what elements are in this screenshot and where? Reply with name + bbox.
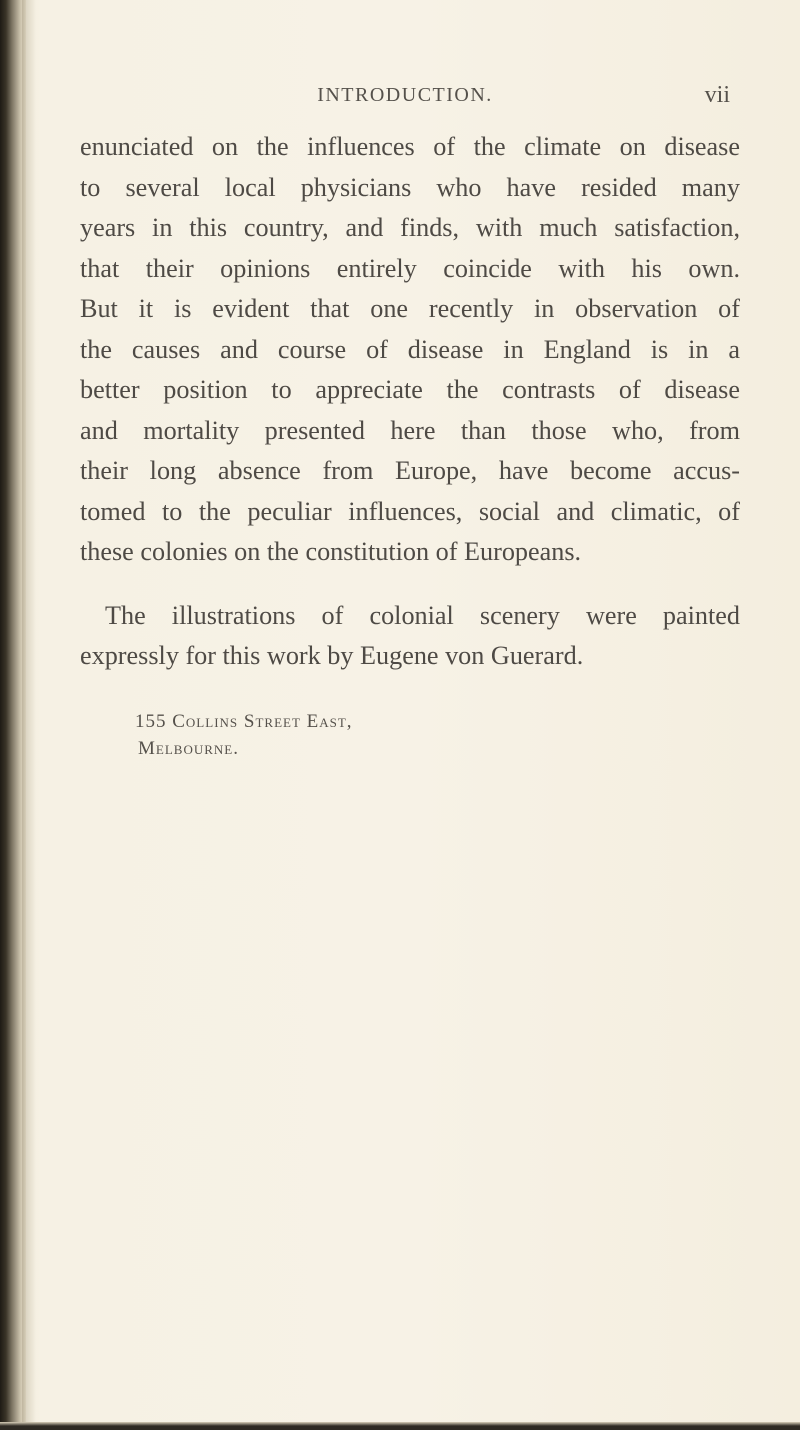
paragraph-gap — [80, 573, 740, 596]
address-city: Melbourne. — [138, 738, 239, 759]
text-line: the causes and course of disease in England is in a — [80, 334, 740, 364]
text-line: their long absence from Europe, have become accus- — [80, 456, 740, 485]
text-line: But it is evident that one recently in observation of — [80, 294, 740, 323]
running-head — [80, 82, 730, 112]
page-number: vii — [704, 82, 730, 108]
text-line: and mortality presented here than those who, from — [80, 415, 740, 445]
page-bottom-edge — [0, 1422, 800, 1430]
text-line: better position to appreciate the contrasts of disease — [80, 375, 740, 404]
text-line: expressly for this work by Eugene von Guerard. — [80, 641, 584, 670]
body-text — [80, 127, 740, 677]
text-line: tomed to the peculiar influences, social and climatic, of — [80, 496, 740, 526]
text-line: enunciated on the influences of the climate on disease — [80, 132, 740, 161]
text-line: that their opinions entirely coincide with his own. — [80, 253, 740, 283]
text-line: The illustrations of colonial scenery were painted — [105, 600, 740, 630]
address-block — [135, 708, 353, 762]
text-line: these colonies on the constitution of Europeans. — [80, 537, 582, 566]
running-title: INTRODUCTION. — [317, 84, 493, 106]
text-line: to several local physicians who have resided many — [80, 172, 740, 202]
text-line: years in this country, and finds, with much satisfaction, — [80, 213, 740, 242]
address-street: 155 Collins Street East, — [135, 711, 353, 732]
gutter-shadow — [22, 0, 36, 1430]
